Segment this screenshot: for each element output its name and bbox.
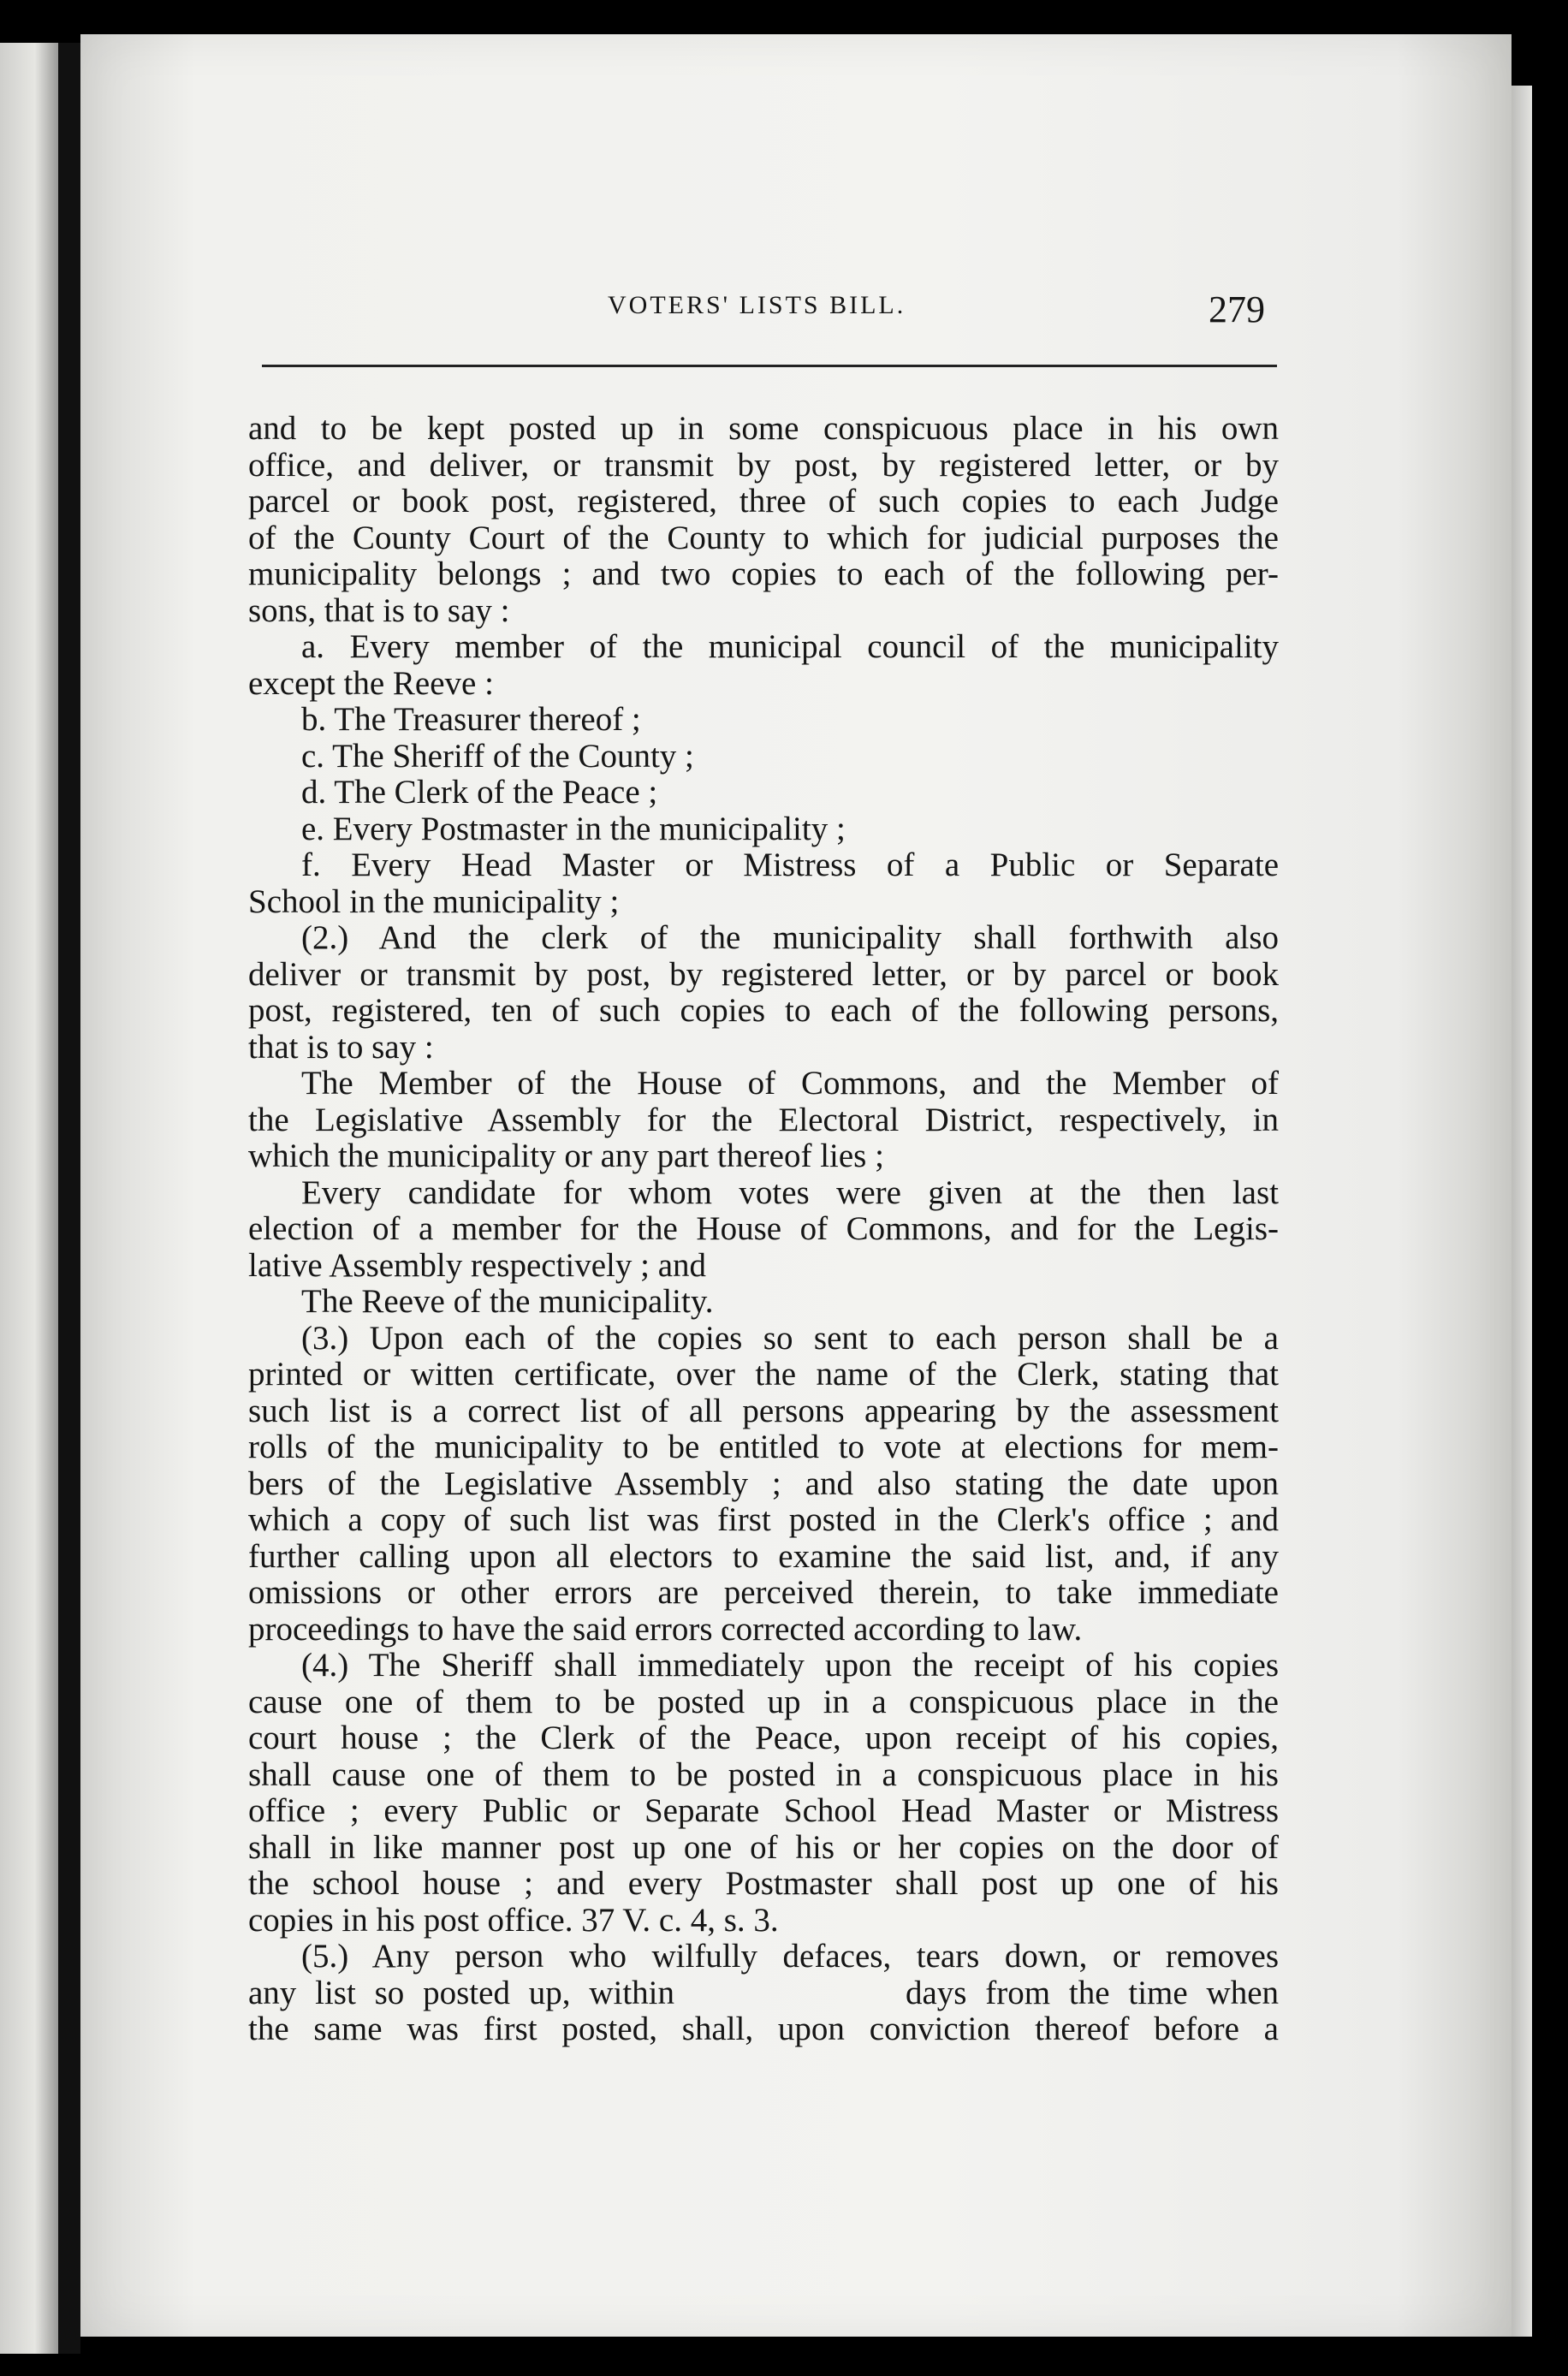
body-text xyxy=(248,411,1279,2048)
text-line: deliver or transmit by post, by registered letter, or by parcel or book xyxy=(248,955,1279,993)
text-line: election of a member for the House of Commons, and for the Legis- xyxy=(248,1210,1279,1247)
text-line: of the County Court of the County to which for judicial purposes the xyxy=(248,519,1279,556)
right-page-edge xyxy=(1512,86,1532,2337)
text-line: (4.) The Sheriff shall immediately upon the receipt of his copies xyxy=(301,1647,1279,1684)
text-line: f. Every Head Master or Mistress of a Public or Separate xyxy=(301,846,1279,883)
text-line: a. Every member of the municipal council of the municipality xyxy=(301,628,1279,665)
book-gutter xyxy=(58,43,80,2354)
text-line: such list is a correct list of all persons appearing by the assessment xyxy=(248,1392,1279,1429)
text-line: the Legislative Assembly for the Electoral District, respectively, in xyxy=(248,1101,1279,1138)
text-line: the school house ; and every Postmaster shall post up one of his xyxy=(248,1865,1279,1902)
text-line: lative Assembly respectively ; and xyxy=(248,1246,707,1284)
page-number: 279 xyxy=(1209,288,1265,330)
text-line: parcel or book post, registered, three of such copies to each Judge xyxy=(248,483,1279,520)
text-line: office ; every Public or Separate School Head Master or Mistress xyxy=(248,1792,1279,1829)
text-line: omissions or other errors are perceived therein, to take immediate xyxy=(248,1574,1279,1611)
text-line: d. The Clerk of the Peace ; xyxy=(301,774,658,811)
text-line: proceedings to have the said errors corrected according to law. xyxy=(248,1610,1083,1648)
text-line: sons, that is to say : xyxy=(248,591,510,629)
text-line: b. The Treasurer thereof ; xyxy=(301,701,641,738)
text-line: (2.) And the clerk of the municipality shall forthwith also xyxy=(301,919,1279,956)
text-line: cause one of them to be posted up in a conspicuous place in the xyxy=(248,1683,1279,1720)
text-line: e. Every Postmaster in the municipality ; xyxy=(301,810,846,847)
text-line: rolls of the municipality to be entitled to vote at elections for mem- xyxy=(248,1429,1279,1465)
text-line: further calling upon all electors to examine the said list, and, if any xyxy=(248,1537,1279,1575)
text-line: shall cause one of them to be posted in a conspicuous place in his xyxy=(248,1755,1279,1793)
text-line: c. The Sheriff of the County ; xyxy=(301,737,694,775)
text-line: The Reeve of the municipality. xyxy=(301,1283,714,1320)
text-fragment: any list so posted up, within xyxy=(248,1974,674,2011)
book-page xyxy=(80,34,1512,2337)
text-line: printed or witten certificate, over the name of the Clerk, stating that xyxy=(248,1356,1279,1393)
text-line: office, and deliver, or transmit by post, by registered letter, or by xyxy=(248,446,1279,484)
text-line: which the municipality or any part thereof lies ; xyxy=(248,1138,884,1174)
running-head-title: VOTERS' LISTS BILL. xyxy=(608,291,906,319)
text-line: which a copy of such list was first posted in the Clerk's office ; and xyxy=(248,1501,1279,1538)
text-line: (3.) Upon each of the copies so sent to each person shall be a xyxy=(301,1319,1279,1357)
text-line: post, registered, ten of such copies to each of the following persons, xyxy=(248,992,1279,1029)
text-line: bers of the Legislative Assembly ; and also stating the date upon xyxy=(248,1464,1279,1502)
text-line: The Member of the House of Commons, and the Member of xyxy=(301,1065,1279,1102)
text-line: that is to say : xyxy=(248,1028,434,1066)
text-line: Every candidate for whom votes were given at the then last xyxy=(301,1173,1279,1211)
text-line: and to be kept posted up in some conspicuous place in his own xyxy=(248,410,1279,447)
header-rule xyxy=(262,365,1277,367)
text-line: School in the municipality ; xyxy=(248,882,620,920)
text-line: copies in his post office. 37 V. c. 4, s. 3. xyxy=(248,1901,779,1939)
text-line: (5.) Any person who wilfully defaces, tears down, or removes xyxy=(301,1938,1279,1975)
text-line: court house ; the Clerk of the Peace, upon receipt of his copies, xyxy=(248,1720,1279,1756)
text-line: municipality belongs ; and two copies to each of the following per- xyxy=(248,555,1279,592)
text-line: shall in like manner post up one of his or her copies on the door of xyxy=(248,1828,1279,1866)
left-page-edge xyxy=(0,43,58,2354)
text-line-with-blank xyxy=(248,1975,1279,2012)
text-fragment: days from the time when xyxy=(906,1974,1279,2011)
text-line: except the Reeve : xyxy=(248,664,494,702)
text-line: the same was first posted, shall, upon conviction thereof before a xyxy=(248,2011,1279,2047)
